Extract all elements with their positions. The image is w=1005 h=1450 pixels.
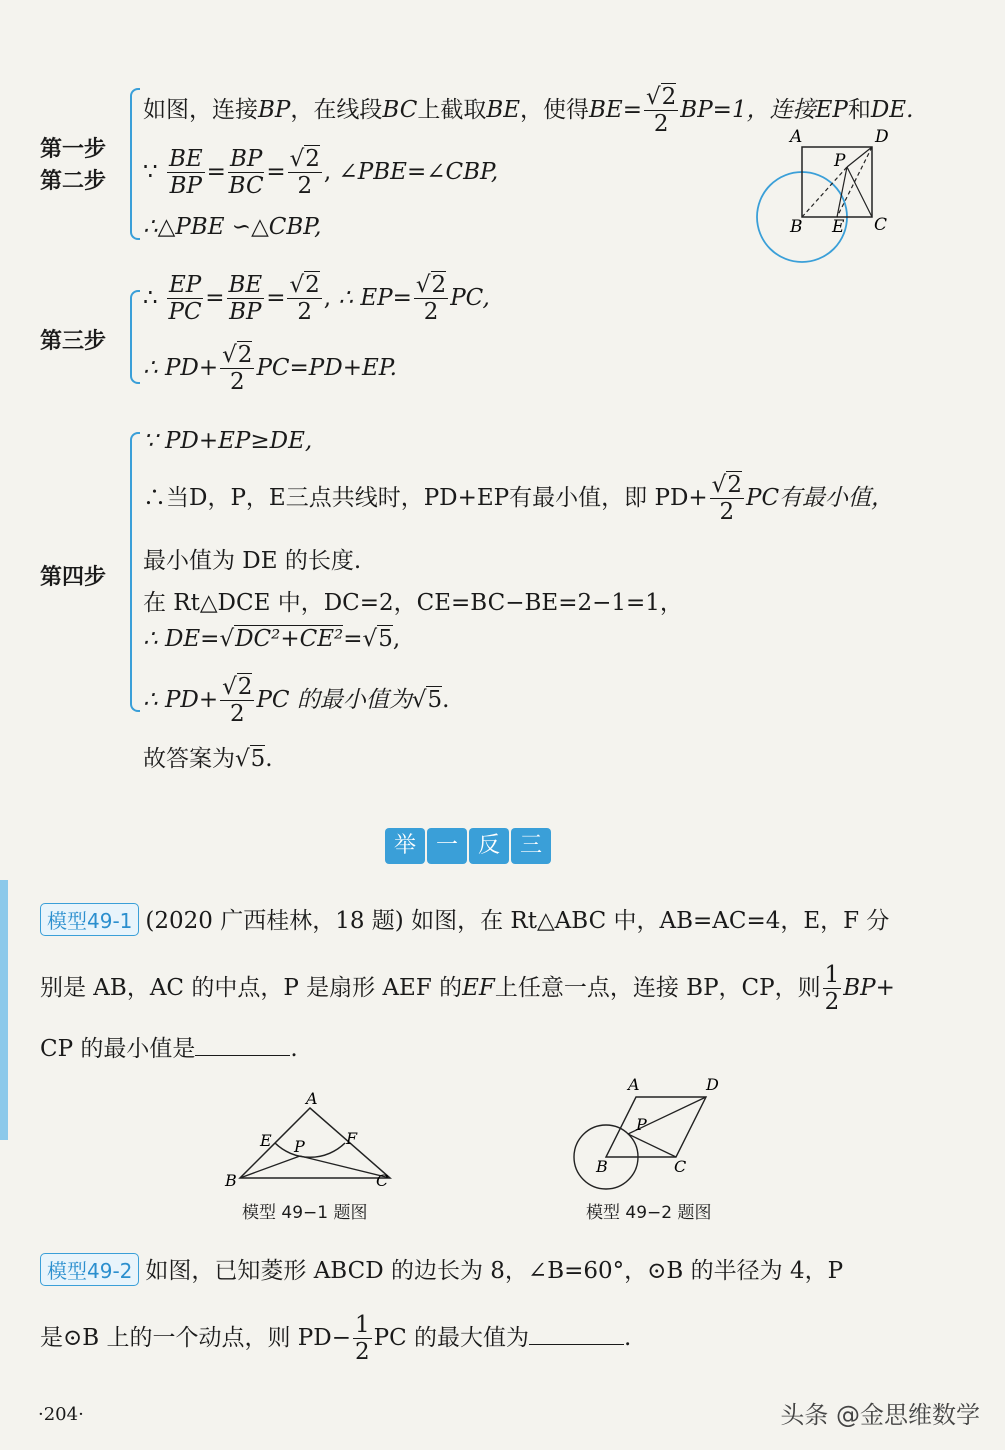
fig1-label-c: C <box>376 1171 389 1190</box>
frac-be-bp-2: $\frac{BE}{BP}$ <box>228 272 263 326</box>
bracket-step3 <box>130 290 140 384</box>
banner-char-2: 一 <box>427 828 467 864</box>
step-label-3: 第三步 <box>40 329 107 354</box>
watermark: 头条 @金思维数学 <box>780 1401 980 1429</box>
figure-49-2-caption: 模型 49−2 题图 <box>586 1203 712 1223</box>
problem-2-line-1: 模型49-2 如图，已知菱形 ABCD 的边长为 8，∠B=60°，⊙B 的半径为 4，P <box>40 1252 920 1286</box>
main-figure <box>752 122 902 267</box>
step-label-1: 第一步 <box>40 137 107 162</box>
solution-line-8: 最小值为 DE 的长度. <box>143 548 362 574</box>
solution-line-5: ∴ PD+ $\frac{√2}{2}$ PC=PD+EP. <box>143 342 397 396</box>
solution-line-9: 在 Rt△DCE 中，DC=2，CE=BC−BE=2−1=1， <box>143 590 683 616</box>
page-number: ·204· <box>38 1404 84 1425</box>
problem-1-line-2: 别是 AB，AC 的中点，P 是扇形 AEF 的EF上任意一点，连接 BP，CP，则 $\frac{1}{2}$ BP+ <box>40 962 895 1016</box>
solution-line-3: ∴△PBE ∽△CBP, <box>143 214 322 240</box>
frac-one-half-b: $\frac{1}{2}$ <box>354 1312 370 1366</box>
solution-line-11: ∴ PD+ $\frac{√2}{2}$ PC 的最小值为√5. <box>143 674 450 728</box>
banner-char-1: 举 <box>385 828 425 864</box>
fig1-label-e: E <box>260 1131 272 1150</box>
fig2-label-p: P <box>636 1115 647 1134</box>
bracket-step4 <box>130 432 140 712</box>
figure-49-1-caption: 模型 49−1 题图 <box>242 1203 368 1223</box>
main-label-p: P <box>834 151 846 171</box>
fig1-label-b: B <box>225 1171 237 1190</box>
fig2-label-c: C <box>674 1157 687 1176</box>
bracket-step12 <box>130 88 140 240</box>
step-label-4: 第四步 <box>40 565 107 590</box>
problem-1-line-1: 模型49-1 (2020 广西桂林，18 题) 如图，在 Rt△ABC 中，AB=AC=4，E，F 分 <box>40 902 920 936</box>
answer-blank-1[interactable] <box>195 1055 290 1056</box>
banner-char-4: 三 <box>511 828 551 864</box>
banner-char-3: 反 <box>469 828 509 864</box>
fig2-label-d: D <box>706 1075 719 1094</box>
frac-sqrt2-over-2c: $\frac{√2}{2}$ <box>289 272 320 326</box>
frac-ep-pc: $\frac{EP}{PC}$ <box>168 272 202 326</box>
problem-1-line-3: CP 的最小值是 . <box>40 1036 298 1062</box>
frac-one-half-a: $\frac{1}{2}$ <box>824 962 840 1016</box>
frac-sqrt2-over-2b: $\frac{√2}{2}$ <box>289 146 320 200</box>
solution-line-1: 如图，连接BP，在线段BC上截取BE，使得BE= $\frac{√2}{2}$ BP=1，连接EP和DE. <box>143 84 914 138</box>
answer-blank-2[interactable] <box>529 1344 624 1345</box>
main-label-e: E <box>832 217 845 237</box>
frac-sqrt2-over-2d: $\frac{√2}{2}$ <box>415 272 447 326</box>
solution-line-6: ∵ PD+EP≥DE, <box>143 428 313 454</box>
frac-bp-bc: $\frac{BP}{BC}$ <box>228 146 264 200</box>
solution-line-10: ∴ DE=√DC²+CE²=√5, <box>143 626 401 652</box>
frac-sqrt2-over-2g: $\frac{√2}{2}$ <box>222 674 253 728</box>
figure-49-2 <box>566 1072 736 1192</box>
main-label-d: D <box>875 127 889 147</box>
fig1-label-p: P <box>294 1137 305 1156</box>
frac-sqrt2-over-2: $\frac{√2}{2}$ <box>646 84 677 138</box>
frac-sqrt2-over-2e: $\frac{√2}{2}$ <box>222 342 253 396</box>
problem-2-tag: 模型49-2 <box>40 1253 139 1286</box>
frac-be-bp: $\frac{BE}{BP}$ <box>168 146 203 200</box>
fig2-label-a: A <box>628 1075 640 1094</box>
figure-49-1 <box>222 1088 402 1198</box>
main-label-c: C <box>874 215 888 235</box>
answer-line: 故答案为√5. <box>143 746 273 772</box>
solution-line-2: ∵ $\frac{BE}{BP}$ = $\frac{BP}{BC}$ = $\frac{√2}{2}$ , ∠PBE=∠CBP, <box>143 146 499 200</box>
section-banner <box>385 828 565 868</box>
problem-1-tag: 模型49-1 <box>40 903 139 936</box>
solution-line-7: ∴当D，P，E三点共线时，PD+EP有最小值，即 PD+ $\frac{√2}{2}$ PC有最小值， <box>143 472 895 526</box>
step-label-2: 第二步 <box>40 169 107 194</box>
solution-line-4: ∴ $\frac{EP}{PC}$ = $\frac{BE}{BP}$ = $\frac{√2}{2}$ , ∴ EP= $\frac{√2}{2}$ PC, <box>143 272 490 326</box>
main-label-a: A <box>790 127 803 147</box>
problem-2-line-2: 是⊙B 上的一个动点，则 PD− $\frac{1}{2}$ PC 的最大值为 . <box>40 1312 632 1366</box>
main-label-b: B <box>790 217 803 237</box>
frac-sqrt2-over-2f: $\frac{√2}{2}$ <box>711 472 742 526</box>
side-accent-bar <box>0 880 8 1140</box>
fig1-label-f: F <box>346 1129 358 1148</box>
fig2-label-b: B <box>596 1157 608 1176</box>
fig1-label-a: A <box>306 1089 318 1108</box>
